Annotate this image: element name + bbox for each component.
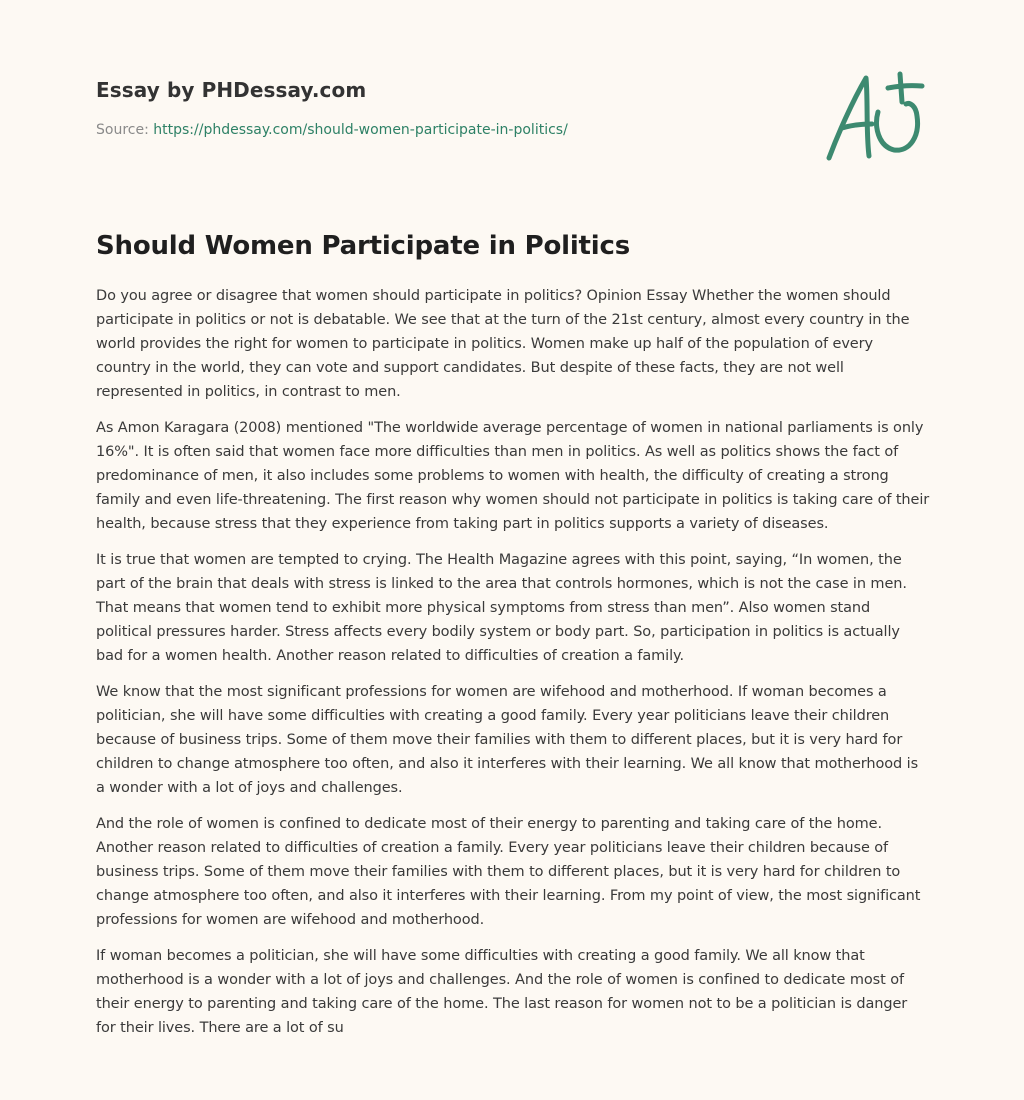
essay-paragraph: It is true that women are tempted to crying. The Health Magazine agrees with this point, saying, “In women, the part of the brain that deals with stress is linked to the area that controls hormones, which is not the case in men. That means that women tend to exhibit more physical symptoms from stress than men”. Also women stand political pressures harder. Stress affects every bodily system or body part. So, participation in politics is actually bad for a women health. Another reason related to difficulties of creation a family.	[96, 552, 907, 664]
essay-paragraph: Do you agree or disagree that women should participate in politics? Opinion Essay Whether the women should participate in politics or not is debatable. We see that at the turn of the 21st century, almost every country in the world provides the right for women to participate in politics. Women make up half of the population of every country in the world, they can vote and support candidates. But despite of these facts, they are not well represented in politics, in contrast to men.	[96, 288, 910, 400]
source-line	[96, 119, 796, 141]
site-title: Essay by PHDessay.com	[96, 78, 367, 102]
page-header	[96, 70, 796, 141]
essay-paragraph: And the role of women is confined to dedicate most of their energy to parenting and taking care of the home. Another reason related to difficulties of creation a family. Every year politicians leave their children because of business trips. Some of them move their families with them to different places, but it is very hard for children to change atmosphere too often, and also it interferes with their learning. From my point of view, the most significant professions for women are wifehood and motherhood.	[96, 816, 921, 928]
essay-title: Should Women Participate in Politics	[96, 231, 630, 261]
essay-body	[96, 284, 930, 1052]
essay-paragraph: We know that the most significant professions for women are wifehood and motherhood. If woman becomes a politician, she will have some difficulties with creating a good family. Every year politicians leave their children because of business trips. Some of them move their families with them to different places, but it is very hard for children to change atmosphere too often, and also it interferes with their learning. We all know that motherhood is a wonder with a lot of joys and challenges.	[96, 684, 919, 796]
essay-paragraph: If woman becomes a politician, she will have some difficulties with creating a good family. We all know that motherhood is a wonder with a lot of joys and challenges. And the role of women is confined to dedicate most of their energy to parenting and taking care of the home. The last reason for women not to be a politician is danger for their lives. There are a lot of su	[96, 948, 908, 1036]
essay-paragraph: As Amon Karagara (2008) mentioned "The worldwide average percentage of women in national parliaments is only 16%". It is often said that women face more difficulties than men in politics. As well as politics shows the fact of predominance of men, it also includes some problems to women with health, the difficulty of creating a strong family and even life-threatening. The first reason why women should not participate in politics is taking care of their health, because stress that they experience from taking part in politics supports a variety of diseases.	[96, 420, 930, 532]
source-label: Source:	[96, 122, 154, 138]
a-plus-icon	[822, 66, 930, 166]
source-link[interactable]: https://phdessay.com/should-women-participate-in-politics/	[153, 122, 568, 138]
